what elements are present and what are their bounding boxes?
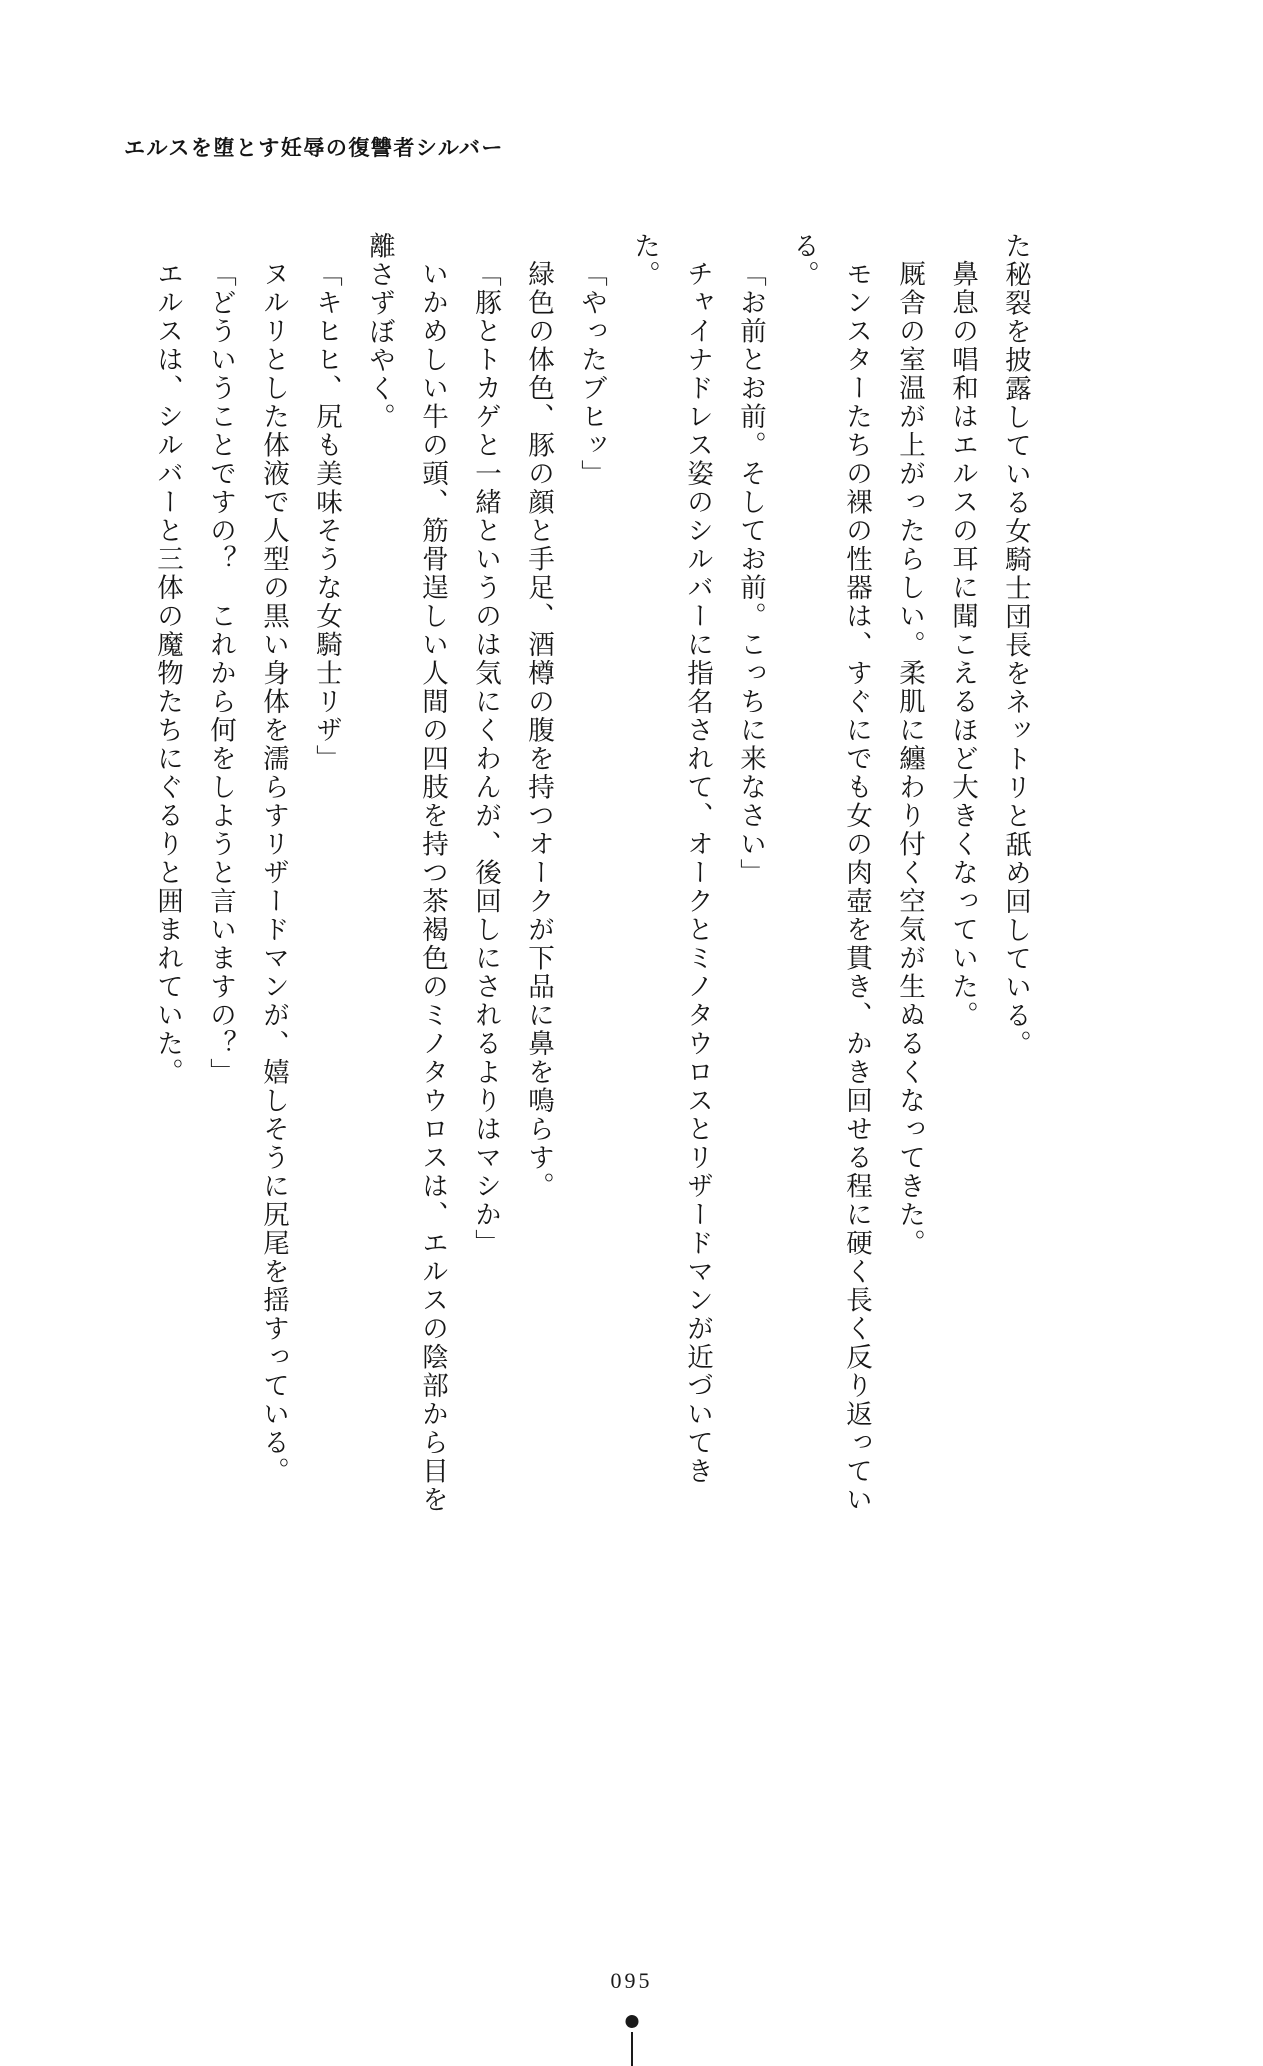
paragraph: いかめしい牛の頭、筋骨逞しい人間の四肢を持つ茶褐色のミノタウロスは、エルスの陰部から目を離さずぼやく。 bbox=[365, 232, 448, 1514]
paragraph: ヌルリとした体液で人型の黒い身体を濡らすリザードマンが、嬉しそうに尻尾を揺すっている。 bbox=[259, 260, 289, 1486]
paragraph: 鼻息の唱和はエルスの耳に聞こえるほど大きくなっていた。 bbox=[948, 260, 978, 1030]
running-header: エルスを堕とす妊辱の復讐者シルバー bbox=[124, 136, 504, 160]
folio-dot-icon bbox=[625, 2015, 638, 2028]
folio-rule-icon bbox=[631, 2032, 633, 2066]
paragraph: 「お前とお前。そしてお前。こっちに来なさい」 bbox=[736, 260, 766, 887]
vertical-text-column bbox=[141, 232, 1042, 1522]
paragraph: 緑色の体色、豚の顔と手足、酒樽の腹を持つオークが下品に鼻を鳴らす。 bbox=[524, 260, 554, 1201]
paragraph: 「やったブヒッ」 bbox=[577, 260, 607, 488]
paragraph: 「どういうことですの？ これから何をしようと言いますの？」 bbox=[206, 260, 236, 1087]
body-text-block bbox=[141, 232, 1151, 1522]
page-number: 095 bbox=[610, 1968, 653, 1993]
paragraph: モンスターたちの裸の性器は、すぐにでも女の肉壺を貫き、かき回せる程に硬く長く反り返っている。 bbox=[789, 232, 872, 1514]
paragraph: 「キヒヒ、尻も美味そうな女騎士リザ」 bbox=[312, 260, 342, 773]
paragraph: エルスは、シルバーと三体の魔物たちにぐるりと囲まれていた。 bbox=[153, 260, 183, 1087]
paragraph: た秘裂を披露している女騎士団長をネットリと舐め回している。 bbox=[1001, 232, 1031, 1059]
paragraph: 「豚とトカゲと一緒というのは気にくわんが、後回しにされるよりはマシか」 bbox=[471, 260, 501, 1258]
paragraph: チャイナドレス姿のシルバーに指名されて、オークとミノタウロスとリザードマンが近づいてきた。 bbox=[630, 232, 713, 1486]
paragraph: 厩舎の室温が上がったらしい。柔肌に纏わり付く空気が生ぬるくなってきた。 bbox=[895, 260, 925, 1258]
